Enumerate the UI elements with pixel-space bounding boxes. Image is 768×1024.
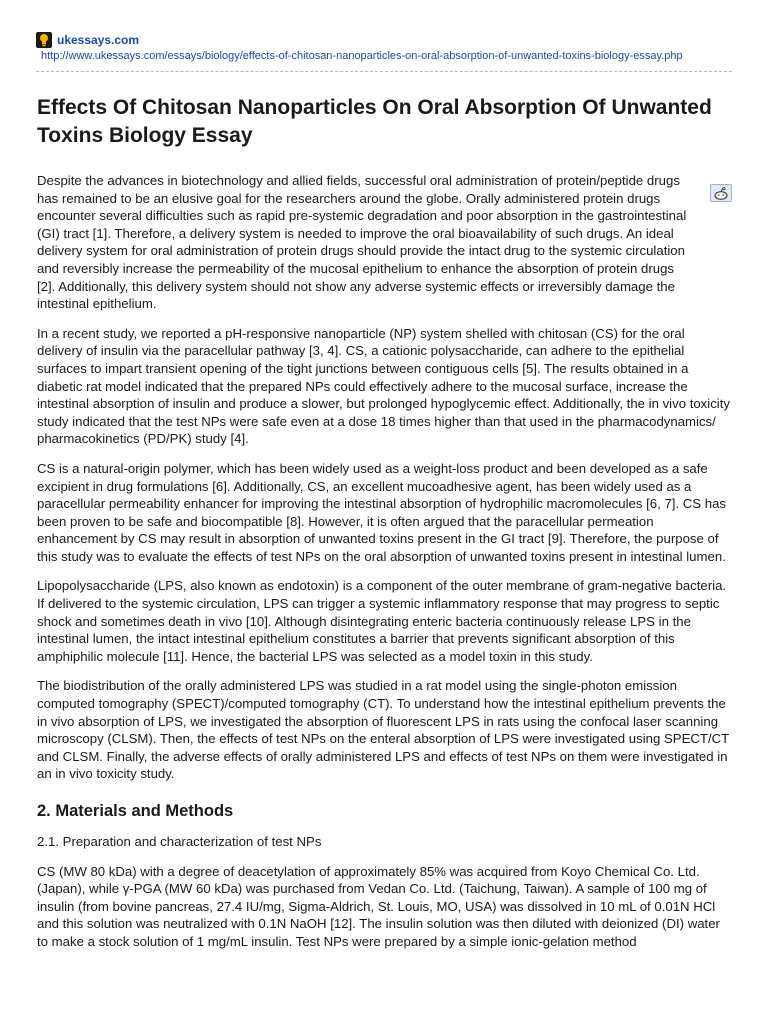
site-header [36,32,736,62]
paragraph-biodistribution: The biodistribution of the orally administered LPS was studied in a rat model using the single-photon emission computed tomography (SPECT)/computed tomography (CT). To understand how the intestinal epithelium prevents the in vivo absorption of LPS, we investigated the absorption of fluorescent LPS in rats using the confocal laser scanning microscopy (CLSM). Then, the effects of test NPs on the enteral absorption of LPS were investigated using SPECT/CT and CLSM. Finally, the adverse effects of orally administered LPS and effects of test NPs on them were investigated in an in vivo toxicity study. [37,678,729,782]
brand-row [36,32,736,48]
paragraph-chitosan: CS is a natural-origin polymer, which has been widely used as a weight-loss product and been developed as a safe excipient in drug formulations [6]. Additionally, CS, an excellent mucoadhesive agent, has been widely used as a paracellular permeability enhancer for improving the intestinal absorption of hydrophilic macromolecules [6, 7]. CS has been proven to be safe and biocompatible [8]. However, it is often argued that the paracellular permeation enhancement by CS may result in absorption of unwanted toxins present in the GI tract [9]. Therefore, the purpose of this study was to evaluate the effects of test NPs on the oral absorption of unwanted toxins present in intestinal lumen. [37,460,727,564]
site-name-link[interactable]: ukessays.com [57,33,140,47]
page-url-link[interactable]: http://www.ukessays.com/essays/biology/effects-of-chitosan-nanoparticles-on-oral-absorption-of-unwanted-toxins-biology-essay.php [41,50,683,62]
header-divider [36,71,732,72]
article-title: Effects Of Chitosan Nanoparticles On Oral Absorption Of Unwanted Toxins Biology Essay [37,96,712,147]
lightbulb-logo-icon[interactable] [36,32,52,48]
paragraph-lps: Lipopolysaccharide (LPS, also known as endotoxin) is a component of the outer membrane of gram-negative bacteria. If delivered to the systemic circulation, LPS can trigger a systemic inflammatory response that may progress to septic shock and sometimes death in vivo [10]. Although disintegrating enteric bacteria continuously release LPS in the intestinal lumen, the intact intestinal epithelium constitutes a barrier that prevents significant absorption of this amphiphilic molecule [11]. Hence, the bacterial LPS was selected as a model toxin in this study. [37,578,727,664]
paragraph-methods: CS (MW 80 kDa) with a degree of deacetylation of approximately 85% was acquired from Koyo Chemical Co. Ltd. (Japan), while γ-PGA (MW 60 kDa) was purchased from Vedan Co. Ltd. (Taichung, Taiwan). A sample of 100 mg of insulin (from bovine pancreas, 27.4 IU/mg, Sigma-Aldrich, St. Louis, MO, USA) was dissolved in 10 mL of 0.01N HCl and this solution was neutralized with 0.1N NaOH [12]. The insulin solution was then diluted with deionized (DI) water to make a stock solution of 1 mg/mL insulin. Test NPs were prepared by a simple ionic-gelation method [37,863,720,949]
article-body [37,172,731,963]
paragraph-recent-study: In a recent study, we reported a pH-responsive nanoparticle (NP) system shelled with chitosan (CS) for the oral delivery of insulin via the paracellular pathway [3, 4]. CS, a cationic polysaccharide, can adhere to the epithelial surfaces to impart transient opening of the tight junctions between contiguous cells [5]. The results obtained in a diabetic rat model indicated that the prepared NPs could effectively adhere to the mucosal surface, increase the intestinal absorption of insulin and produce a slower, but prolonged hypoglycemic effect. Additionally, the in vivo toxicity study indicated that the test NPs were safe even at a dose 18 times higher than that used in the pharmacodynamics/ pharmacokinetics (PD/PK) study [4]. [37,325,730,447]
paragraph-intro: Despite the advances in biotechnology and allied fields, successful oral administration of protein/peptide drugs has remained to be an elusive goal for the researchers around the globe. Orally administered protein drugs encounter several difficulties such as rapid pre-systemic degradation and poor absorption in the gastrointestinal (GI) tract [1]. Therefore, a delivery system is needed to improve the oral bioavailability of such drugs. An ideal delivery system for oral administration of protein drugs should provide the intact drug to the systemic circulation and reversibly increase the permeability of the mucosal epithelium to enhance the absorption of protein drugs [2]. Additionally, this delivery system should not show any adverse systemic effects or irreversibly damage the intestinal epithelium. [37,173,687,312]
subsection-heading: 2.1. Preparation and characterization of test NPs [37,834,322,849]
section-heading-methods: 2. Materials and Methods [37,802,234,820]
